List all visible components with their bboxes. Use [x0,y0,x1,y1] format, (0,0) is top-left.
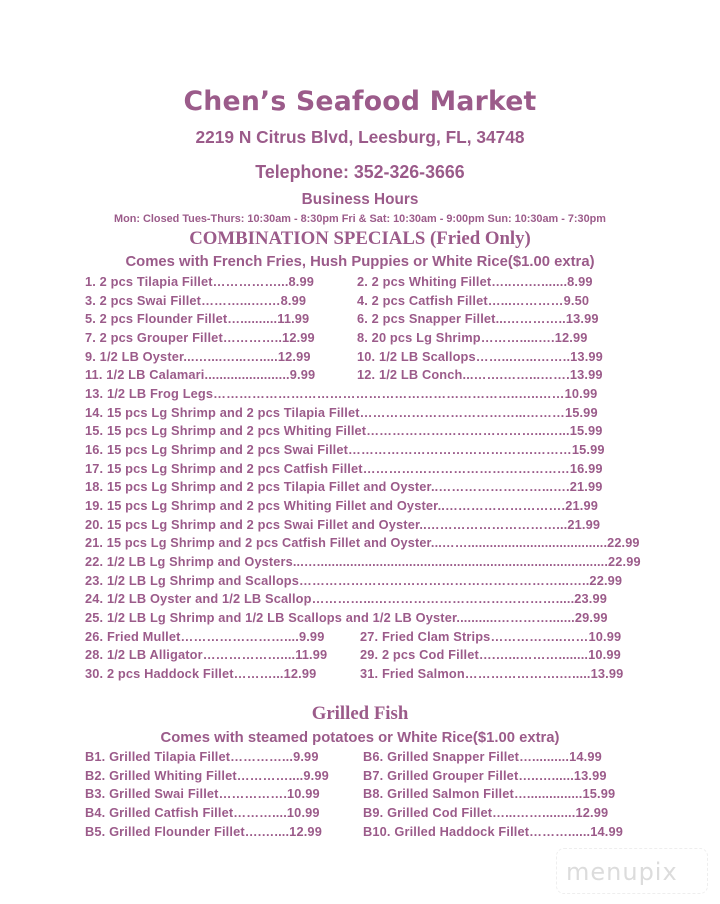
grilled-fish-title: Grilled Fish [311,703,409,724]
menu-item: 20. 15 pcs Lg Shrimp and 2 pcs Swai Fillet and Oyster..…………………………...21.99 [85,517,601,532]
menu-item: 7. 2 pcs Grouper Fillet…………..12.99 [85,330,315,345]
menu-item: 25. 1/2 LB Lg Shrimp and 1/2 LB Scallops and 1/2 LB Oyster...........………….......29.99 [85,610,608,625]
menu-item: 16. 15 pcs Lg Shrimp and 2 pcs Swai Fillet…………………………………….………15.99 [85,442,605,457]
menu-item: 3. 2 pcs Swai Fillet………...….…8.99 [85,293,307,308]
menu-item: 8. 20 pcs Lg Shrimp……….....….12.99 [357,330,588,345]
menu-item: 30. 2 pcs Haddock Fillet………...12.99 [85,666,317,681]
menu-item: 27. Fried Clam Strips……………..……10.99 [360,629,622,644]
menu-item: B3. Grilled Swai Fillet…………….10.99 [85,786,320,801]
menu-item: 21. 15 pcs Lg Shrimp and 2 pcs Catfish Fillet and Oyster...……......................................22.99 [85,535,640,550]
menu-item: B1. Grilled Tilapia Fillet…………...9.99 [85,749,319,764]
combination-subtitle: Comes with French Fries, Hush Puppies or White Rice($1.00 extra) [125,253,595,270]
menu-item: 17. 15 pcs Lg Shrimp and 2 pcs Catfish Fillet…………………………………………16.99 [85,461,603,476]
menu-item: 31. Fried Salmon………………….….....13.99 [360,666,624,681]
restaurant-address: 2219 N Citrus Blvd, Leesburg, FL, 34748 [195,127,525,147]
menu-item: 14. 15 pcs Lg Shrimp and 2 pcs Tilapia Fillet………………………………...………15.99 [85,405,598,420]
menu-item: 9. 1/2 LB Oyster...…....…...….....12.99 [85,349,311,364]
menupix-watermark: menupix [566,858,678,886]
menu-item: B4. Grilled Catfish Fillet………....10.99 [85,805,320,820]
menu-item: 5. 2 pcs Flounder Fillet…..........11.99 [85,311,310,326]
menu-item: 11. 1/2 LB Calamari.......................9.99 [85,367,316,382]
menu-item: 13. 1/2 LB Frog Legs……………………………………………………………..…..……10.99 [85,386,598,401]
menu-item: 4. 2 pcs Catfish Fillet…...…………9.50 [357,293,590,308]
menu-item: B9. Grilled Cod Fillet…...…….........12.99 [363,805,609,820]
menu-item: B7. Grilled Grouper Fillet…..…......13.99 [363,768,607,783]
telephone: Telephone: 352-326-3666 [255,162,465,182]
menu-item: 29. 2 pcs Cod Fillet….…...………........10.99 [360,647,621,662]
menu-item: 2. 2 pcs Whiting Fillet…..….….......8.99 [357,274,593,289]
menu-item: B10. Grilled Haddock Fillet………......14.99 [363,824,624,839]
menu-item: 12. 1/2 LB Conch...…….……...…….13.99 [357,367,603,382]
business-hours: Mon: Closed Tues-Thurs: 10:30am - 8:30pm Fri & Sat: 10:30am - 9:00pm Sun: 10:30am - 7:30pm [114,213,606,225]
menu-item: B2. Grilled Whiting Fillet…………....9.99 [85,768,329,783]
menu-item: 28. 1/2 LB Alligator………………....11.99 [85,647,328,662]
menu-item: 26. Fried Mullet……………………....9.99 [85,629,325,644]
menu-item: 23. 1/2 LB Lg Shrimp and Scallops……………………………………………………...…..22.99 [85,573,623,588]
menu-item: B6. Grilled Snapper Fillet…..........14.99 [363,749,602,764]
grilled-fish-subtitle: Comes with steamed potatoes or White Rice($1.00 extra) [160,729,560,746]
business-hours-title: Business Hours [301,191,419,208]
menu-item: 15. 15 pcs Lg Shrimp and 2 pcs Whiting Fillet…………………………………...…...15.99 [85,423,603,438]
menu-item: B5. Grilled Flounder Fillet….…....12.99 [85,824,322,839]
combination-title: COMBINATION SPECIALS (Fried Only) [189,228,531,249]
menu-item: 18. 15 pcs Lg Shrimp and 2 pcs Tilapia Fillet and Oyster..……………………...….21.99 [85,479,603,494]
menu-item: B8. Grilled Salmon Fillet…...............15.99 [363,786,616,801]
menu-item: 10. 1/2 LB Scallops……...…...……..13.99 [357,349,603,364]
menu-item: 1. 2 pcs Tilapia Fillet……………...8.99 [85,274,315,289]
menu-item: 19. 15 pcs Lg Shrimp and 2 pcs Whiting Fillet and Oyster..……………………….21.99 [85,498,598,513]
menu-item: 24. 1/2 LB Oyster and 1/2 LB Scallop…………...…………………………………….....23.99 [85,591,608,606]
menu-item: 6. 2 pcs Snapper Fillet...…………..13.99 [357,311,599,326]
restaurant-title: Chen’s Seafood Market [183,86,537,117]
menu-item: 22. 1/2 LB Lg Shrimp and Oysters...…...............................................................................22.99 [85,554,641,569]
